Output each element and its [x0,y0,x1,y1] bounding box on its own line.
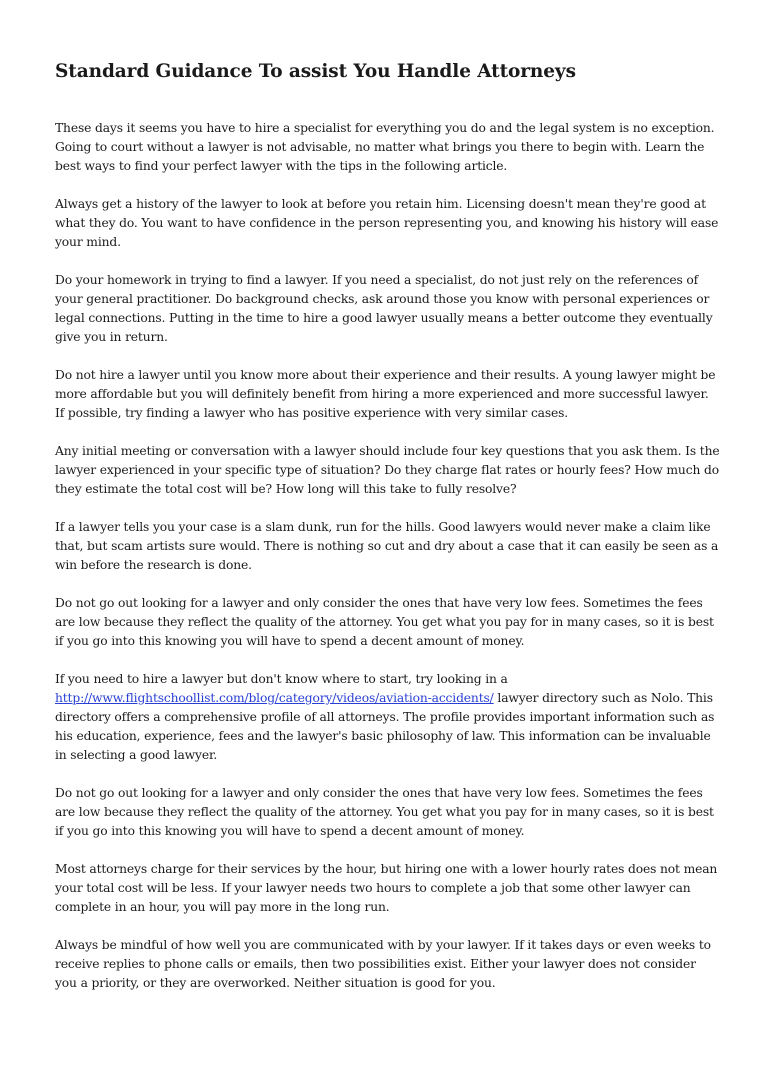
paragraph-low-fees: Do not go out looking for a lawyer and only consider the ones that have very low fees. Sometimes the fees are low because they reflect the quality of the attorney. You get what you pay for in many cases, so it is best if you go into this knowing you will have to spend a decent amount of money. [55,596,714,648]
paragraph-hourly: Most attorneys charge for their services by the hour, but hiring one with a lower hourly rates does not mean your total cost will be less. If your lawyer needs two hours to complete a job that some other lawyer can complete in an hour, you will pay more in the long run. [55,862,718,914]
directory-link[interactable]: http://www.flightschoollist.com/blog/category/videos/aviation-accidents/ [55,691,494,705]
document-page [55,58,720,1012]
paragraph-intro: These days it seems you have to hire a specialist for everything you do and the legal system is no exception. Going to court without a lawyer is not advisable, no matter what brings you there to begin with. Learn the best ways to find your perfect lawyer with the tips in the following article. [55,121,715,173]
paragraph-low-fees-repeat: Do not go out looking for a lawyer and only consider the ones that have very low fees. Sometimes the fees are low because they reflect the quality of the attorney. You get what you pay for in many cases, so it is best if you go into this knowing you will have to spend a decent amount of money. [55,786,714,838]
paragraph-history: Always get a history of the lawyer to look at before you retain him. Licensing doesn't mean they're good at what they do. You want to have confidence in the person representing you, and knowing his history will ease your mind. [55,197,719,249]
paragraph-communication: Always be mindful of how well you are communicated with by your lawyer. If it takes days or even weeks to receive replies to phone calls or emails, then two possibilities exist. Either your lawyer does not consider you a priority, or they are overworked. Neither situation is good for you. [55,938,711,990]
paragraph-slam-dunk: If a lawyer tells you your case is a slam dunk, run for the hills. Good lawyers would never make a claim like that, but scam artists sure would. There is nothing so cut and dry about a case that it can easily be seen as a win before the research is done. [55,520,719,572]
paragraph-homework: Do your homework in trying to find a lawyer. If you need a specialist, do not just rely on the references of your general practitioner. Do background checks, ask around those you know with personal experiences or legal connections. Putting in the time to hire a good lawyer usually means a better outcome they eventually give you in return. [55,273,713,344]
paragraph-experience: Do not hire a lawyer until you know more about their experience and their results. A young lawyer might be more affordable but you will definitely benefit from hiring a more experienced and more successful lawyer. If possible, try finding a lawyer who has positive experience with very similar cases. [55,368,716,420]
paragraph-directory-before: If you need to hire a lawyer but don't know where to start, try looking in a [55,672,508,686]
document-title: Standard Guidance To assist You Handle Attorneys [55,61,576,82]
paragraph-directory-after: lawyer directory such as Nolo. This directory offers a comprehensive profile of all attorneys. The profile provides important information such as his education, experience, fees and the lawyer's basic philosophy of law. This information can be invaluable in selecting a good lawyer. [55,691,715,762]
paragraph-questions: Any initial meeting or conversation with a lawyer should include four key questions that you ask them. Is the lawyer experienced in your specific type of situation? Do they charge flat rates or hourly fees? How much do they estimate the total cost will be? How long will this take to fully resolve? [55,444,720,496]
paragraph-directory [55,670,720,765]
